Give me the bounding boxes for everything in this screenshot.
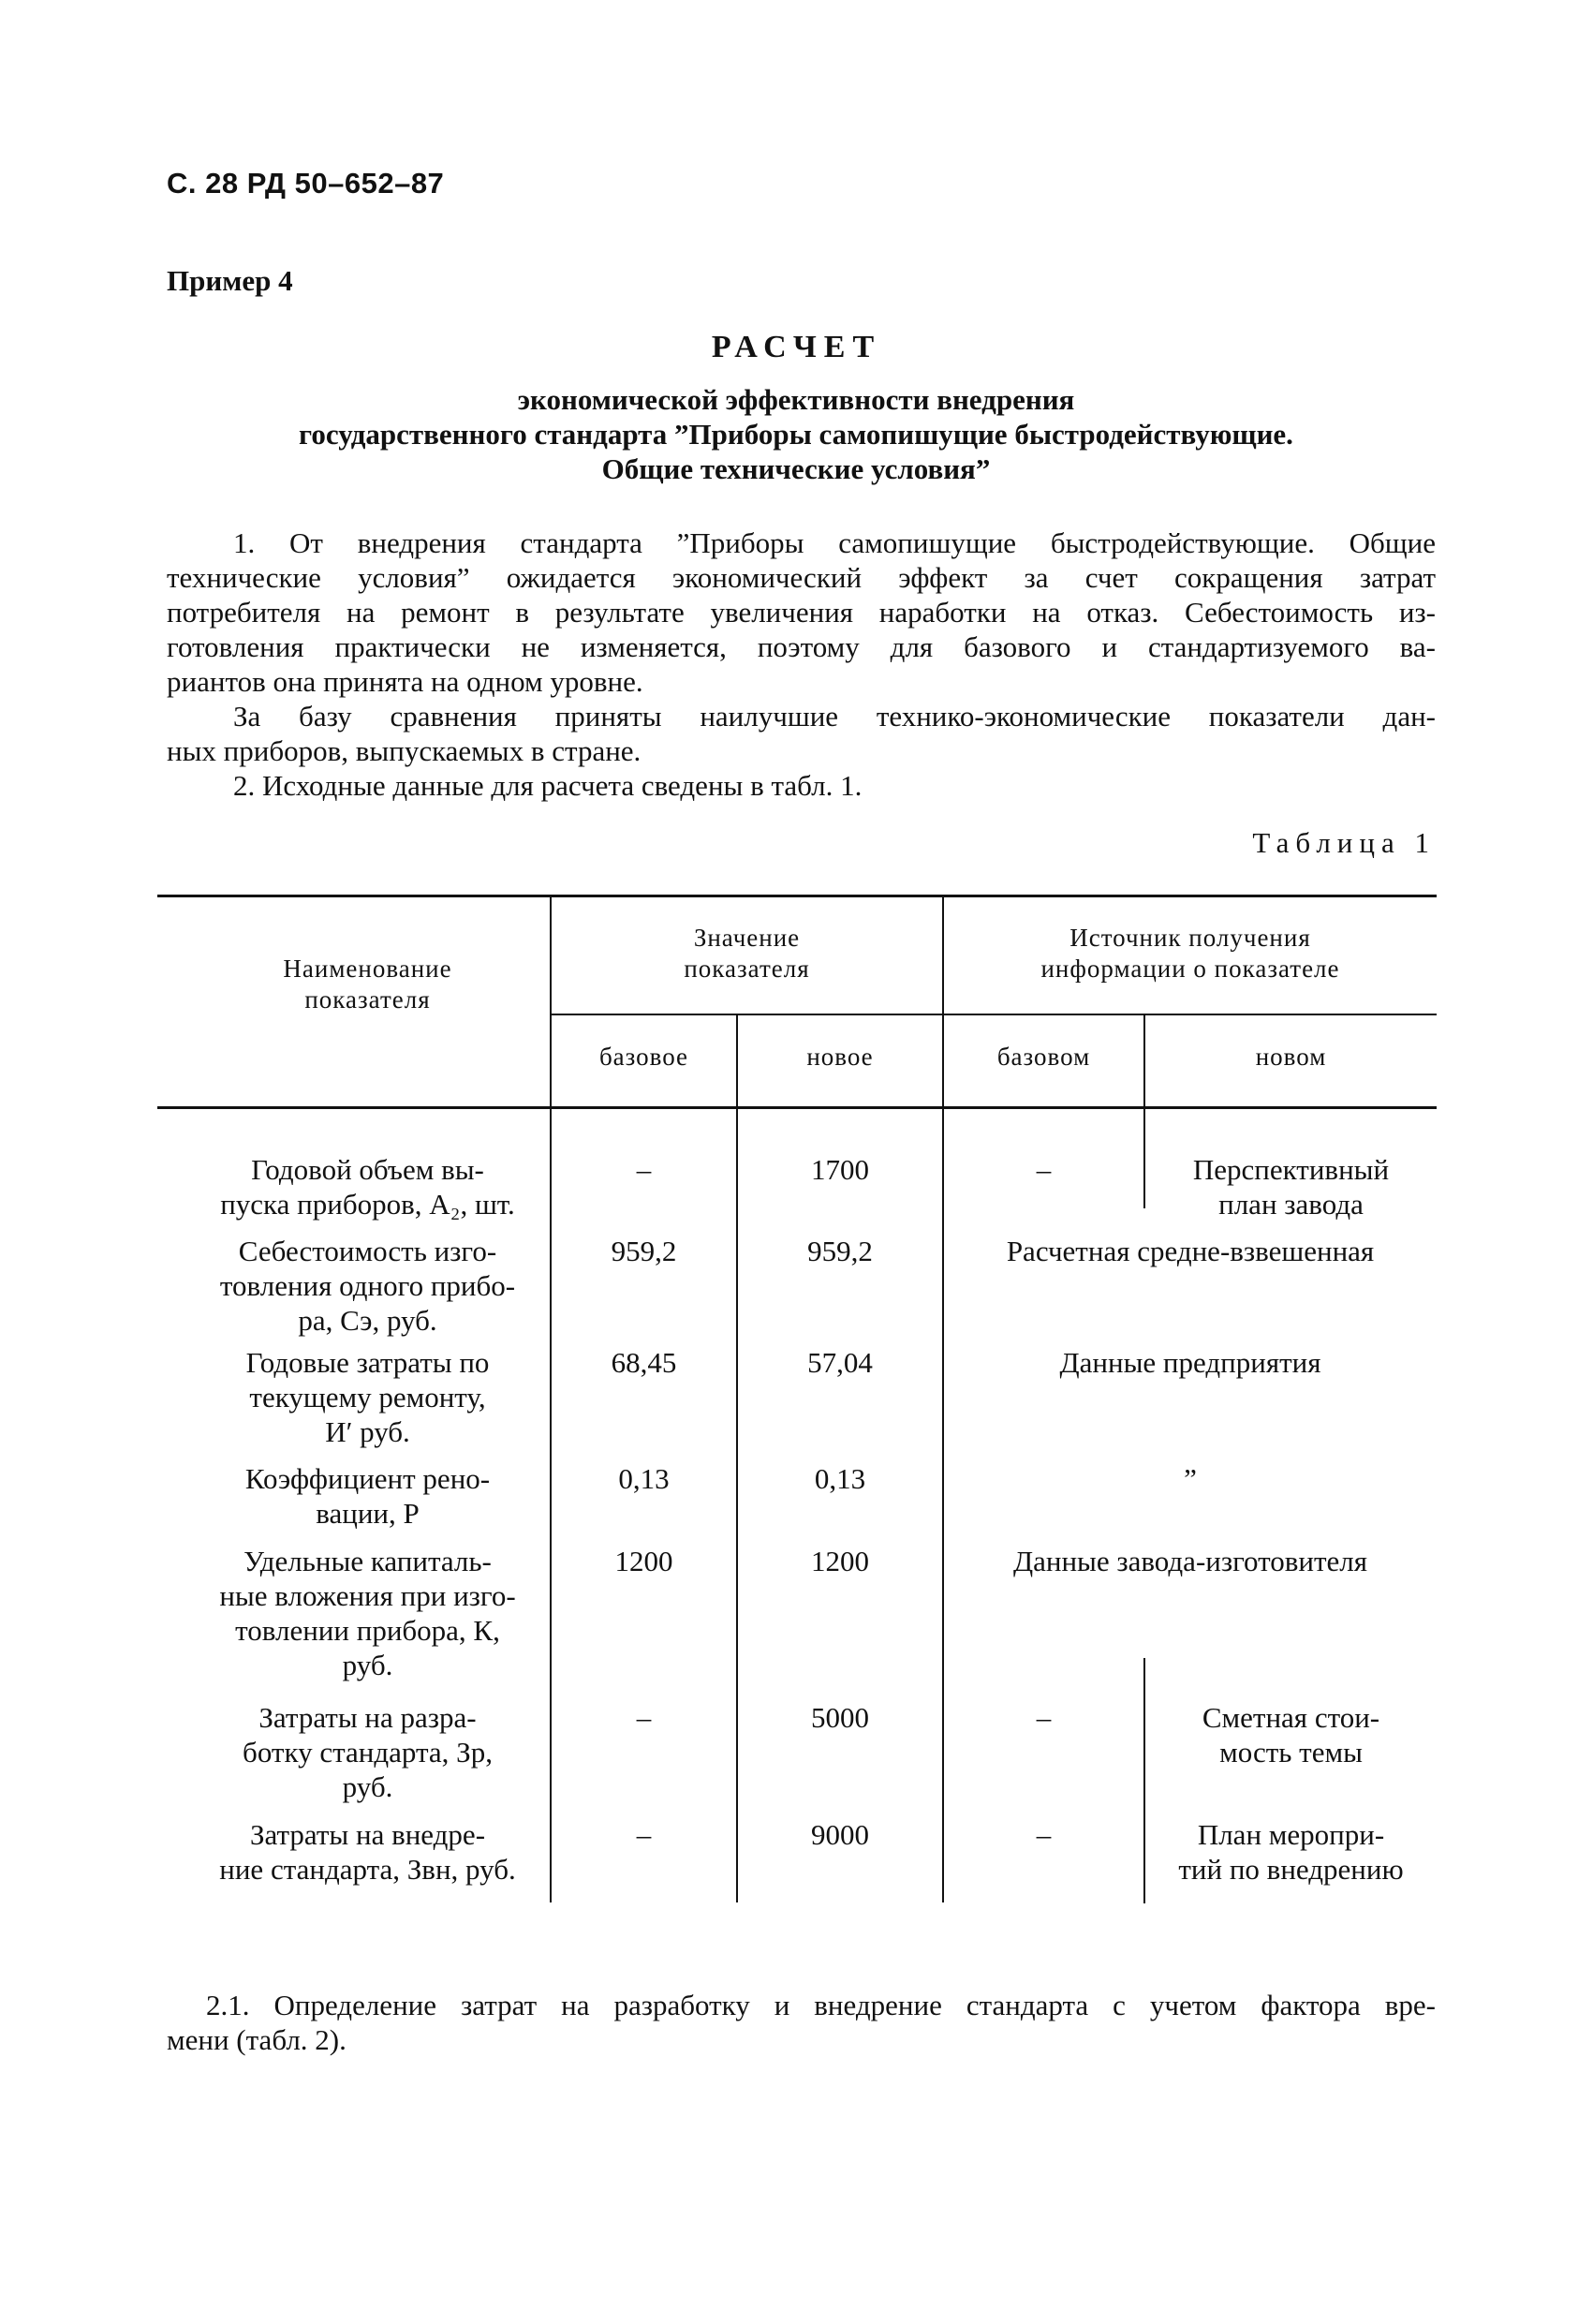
header-value-line: показателя bbox=[684, 955, 810, 983]
row-src-base: – bbox=[1036, 1818, 1052, 1851]
row-src-base: – bbox=[1036, 1701, 1052, 1734]
table-row-name bbox=[192, 1234, 543, 1338]
header-name-line: показателя bbox=[304, 985, 431, 1014]
example-label: Пример 4 bbox=[167, 264, 293, 297]
row-src-line: План меропри- bbox=[1197, 1818, 1385, 1851]
row-src-merged: Данные предприятия bbox=[1059, 1346, 1321, 1379]
row-src-new bbox=[1145, 1700, 1437, 1769]
row-name-line: ние стандарта, Звн, руб. bbox=[219, 1853, 516, 1886]
subtitle-line: Общие технические условия” bbox=[601, 452, 991, 485]
row-base-value: – bbox=[636, 1701, 652, 1734]
row-name-line: ные вложения при изго- bbox=[219, 1579, 516, 1612]
row-name-line: ботку стандарта, Зр, bbox=[243, 1736, 493, 1769]
table-row-name bbox=[192, 1152, 543, 1221]
header-src-new: новом bbox=[1255, 1043, 1327, 1071]
row-new-value: 0,13 bbox=[814, 1462, 866, 1495]
row-name-line: Годовые затраты по bbox=[245, 1346, 490, 1379]
subtitle-line: государственного стандарта ”Приборы самопишущие быстродействующие. bbox=[299, 418, 1293, 451]
subtitle-line: экономической эффективности внедрения bbox=[517, 383, 1075, 416]
paragraph-3: 2. Исходные данные для расчета сведены в табл. 1. bbox=[233, 769, 863, 802]
row-name-line: пуска приборов, A₂, шт. bbox=[220, 1188, 515, 1221]
paragraph-line: 1. От внедрения стандарта ”Приборы самопишущие быстродействующие. Общие bbox=[233, 526, 1436, 559]
row-src-new bbox=[1145, 1152, 1437, 1221]
row-name-line: ра, Сэ, руб. bbox=[298, 1304, 437, 1337]
row-new-value: 1200 bbox=[811, 1545, 869, 1577]
row-new-value: 959,2 bbox=[807, 1235, 873, 1267]
row-base-value: – bbox=[636, 1153, 652, 1186]
header-name bbox=[192, 954, 543, 1015]
row-base-value: 959,2 bbox=[611, 1235, 677, 1267]
table-row-name bbox=[192, 1461, 543, 1531]
table-top-rule bbox=[157, 895, 1437, 897]
row-name-line: руб. bbox=[342, 1649, 393, 1681]
paragraph-line: риантов она принята на одном уровне. bbox=[167, 665, 643, 698]
paragraph-line: готовления практически не изменяется, поэтому для базового и стандартизуемого ва- bbox=[167, 630, 1436, 663]
table-vline-2 bbox=[736, 1015, 738, 1902]
row-name-line: товлении прибора, К, bbox=[235, 1614, 500, 1647]
table-mid-rule bbox=[550, 1014, 1437, 1015]
row-name-line: Годовой объем вы- bbox=[251, 1153, 484, 1186]
table-header-bottom-rule bbox=[157, 1106, 1437, 1109]
row-new-value: 9000 bbox=[811, 1818, 869, 1851]
note-paragraph bbox=[167, 1988, 1436, 2057]
row-src-merged: Данные завода-изготовителя bbox=[1012, 1545, 1368, 1577]
row-name-line: Затраты на внедре- bbox=[249, 1818, 486, 1851]
row-src-line: мость темы bbox=[1219, 1736, 1363, 1769]
row-src-line: Перспективный bbox=[1192, 1153, 1390, 1186]
paragraph-line: ных приборов, выпускаемых в стране. bbox=[167, 734, 642, 767]
paragraph-2 bbox=[167, 699, 1436, 768]
row-src-line: план завода bbox=[1218, 1188, 1364, 1221]
paragraph-line: За базу сравнения приняты наилучшие технико-экономические показатели дан- bbox=[233, 700, 1436, 733]
row-name-line: И′ руб. bbox=[325, 1415, 410, 1448]
header-src-base: базовом bbox=[996, 1043, 1091, 1071]
row-base-value: 0,13 bbox=[618, 1462, 670, 1495]
row-base-value: – bbox=[636, 1818, 652, 1851]
row-name-line: текущему ремонту, bbox=[249, 1381, 486, 1414]
row-name-line: вации, Р bbox=[316, 1497, 420, 1530]
document-title: РАСЧЕТ bbox=[711, 330, 882, 364]
row-new-value: 1700 bbox=[811, 1153, 869, 1186]
table-row-name bbox=[192, 1700, 543, 1804]
header-source-line: информации о показателе bbox=[1040, 955, 1340, 983]
header-new: новое bbox=[806, 1043, 874, 1071]
row-name-line: руб. bbox=[342, 1770, 393, 1803]
paragraph-line: мени (табл. 2). bbox=[167, 2023, 347, 2056]
header-base: базовое bbox=[598, 1043, 689, 1071]
paragraph-1 bbox=[167, 525, 1436, 699]
header-value-line: Значение bbox=[693, 924, 801, 952]
table-row-name bbox=[192, 1544, 543, 1682]
document-subtitle bbox=[187, 382, 1405, 486]
header-source-group bbox=[944, 923, 1437, 984]
paragraph-line: потребителя на ремонт в результате увеличения наработки на отказ. Себестоимость из- bbox=[167, 596, 1436, 629]
table-row-name bbox=[192, 1345, 543, 1449]
row-name-line: Затраты на разра- bbox=[258, 1701, 477, 1734]
row-name-line: Коэффициент рено- bbox=[244, 1462, 491, 1495]
row-src-base: – bbox=[1036, 1153, 1052, 1186]
paragraph-line: 2.1. Определение затрат на разработку и внедрение стандарта с учетом фактора вре- bbox=[206, 1989, 1436, 2021]
table-caption: Таблица 1 bbox=[1252, 826, 1436, 859]
row-new-value: 57,04 bbox=[807, 1346, 873, 1379]
row-src-merged: Расчетная средне-взвешенная bbox=[1006, 1235, 1375, 1267]
row-src-merged: ” bbox=[1184, 1462, 1197, 1495]
table-row-name bbox=[192, 1817, 543, 1887]
row-new-value: 5000 bbox=[811, 1701, 869, 1734]
row-base-value: 68,45 bbox=[611, 1346, 677, 1379]
page-header: С. 28 РД 50–652–87 bbox=[167, 167, 445, 200]
row-name-line: Себестоимость изго- bbox=[238, 1235, 497, 1267]
paragraph-line: технические условия” ожидается экономический эффект за счет сокращения затрат bbox=[167, 561, 1436, 594]
header-value-group bbox=[552, 923, 942, 984]
row-name-line: Удельные капиталь- bbox=[243, 1545, 492, 1577]
row-src-new bbox=[1145, 1817, 1437, 1887]
row-name-line: товления одного прибо- bbox=[219, 1269, 516, 1302]
row-src-line: Сметная стои- bbox=[1202, 1701, 1380, 1734]
row-base-value: 1200 bbox=[614, 1545, 673, 1577]
row-src-line: тий по внедрению bbox=[1178, 1853, 1404, 1886]
header-source-line: Источник получения bbox=[1069, 924, 1311, 952]
header-name-line: Наименование bbox=[283, 955, 452, 983]
